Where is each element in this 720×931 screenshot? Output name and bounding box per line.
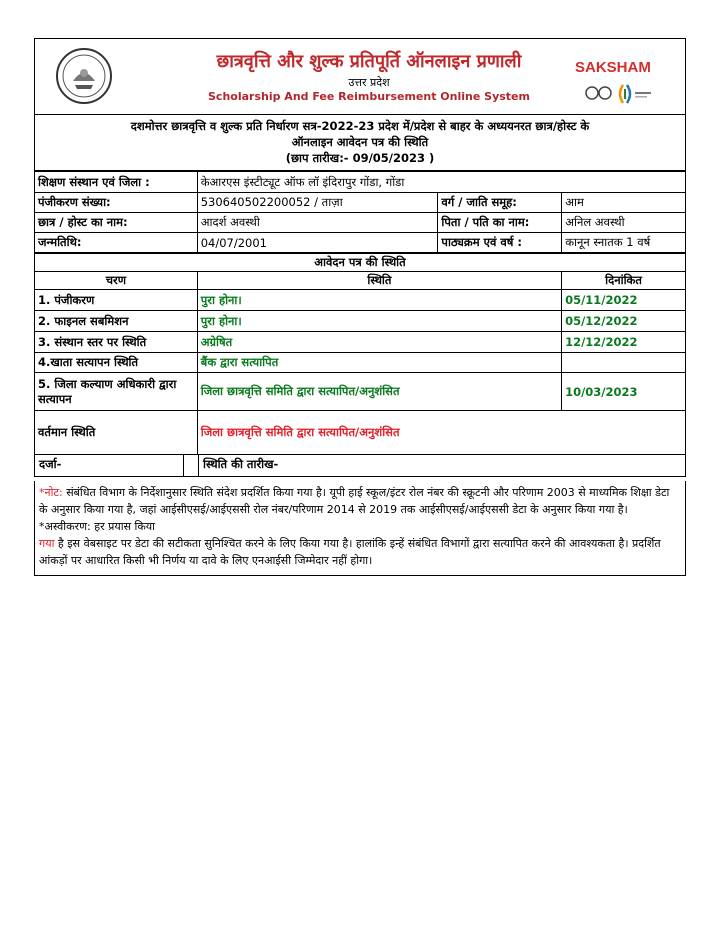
table-row <box>35 332 686 353</box>
student-name-label: छात्र / होस्ट का नाम: <box>35 213 198 233</box>
col-status: स्थिति <box>197 272 561 290</box>
current-status-value: जिला छात्रवृत्ति समिति द्वारा सत्यापित/अनुशंसित <box>197 411 685 455</box>
subtitle-line-1: दशमोत्तर छात्रवृत्ति व शुल्क प्रति निर्धारण सत्र-2022-23 प्रदेश में/प्रदेश से बाहर के अध्ययनरत छात्र/होस्ट के <box>130 119 590 133</box>
student-name-value: आदर्श अवस्थी <box>197 213 438 233</box>
stage-cell: 1. पंजीकरण <box>35 290 198 311</box>
current-status-row <box>35 411 686 455</box>
date-cell: 10/03/2023 <box>562 373 686 411</box>
status-cell: पुरा होना। <box>197 290 561 311</box>
status-date-label: स्थिति की तारीख- <box>203 457 279 471</box>
table-row <box>35 373 686 411</box>
note-red-word: गया <box>39 537 55 550</box>
note-text-1: संबंधित विभाग के निर्देशानुसार स्थिति संदेश प्रदर्शित किया गया है। यूपी हाई स्कूल/इंटर रोल नंबर की स्क्रूटनी और परिणाम 2003 से माध्यमिक शिक्षा डेटा के अनुसार किया गया है, जहां आईसीएसई/आईएससी रोल नंबर/परिणाम 2014 से 2019 तक आईसीएसई/आईएससी डेटा के अनुसार किया गया है। *अस्वीकरण: हर प्रयास किया <box>39 486 670 533</box>
student-details-table <box>34 171 686 253</box>
dob-value: 04/07/2001 <box>197 233 438 253</box>
stage-cell: 4.खाता सत्यापन स्थिति <box>35 353 198 373</box>
report-subtitle <box>34 115 686 171</box>
status-sheet <box>34 38 686 576</box>
father-name-value: अनिल अवस्थी <box>562 213 686 233</box>
institute-value: केआरएस इंस्टीट्यूट ऑफ लॉ इंदिरापुर गोंडा, गोंडा <box>197 172 685 193</box>
grade-label: दर्जा- <box>35 455 184 476</box>
status-header-row <box>35 272 686 290</box>
status-cell: अग्रेषित <box>197 332 561 353</box>
state-name: उत्तर प्रदेश <box>348 76 390 89</box>
institute-row <box>35 172 686 193</box>
page-header <box>34 38 686 115</box>
date-cell <box>562 353 686 373</box>
note-text-2: है इस वेबसाइट पर डेटा की सटीकता सुनिश्चित करने के लिए किया गया है। हालांकि इन्हें संबंधित विभागों द्वारा सत्यापित करने की आवश्यकता है। प्रदर्शित आंकड़ों पर आधारित किसी भी निर्णय या दावे के लिए एनआईसी जिम्मेदार नहीं होगा। <box>39 537 661 567</box>
date-cell: 05/11/2022 <box>562 290 686 311</box>
table-row <box>35 311 686 332</box>
registration-value: 530640502200052 / ताज़ा <box>197 193 438 213</box>
stage-cell: 2. फाइनल सबमिशन <box>35 311 198 332</box>
status-cell: जिला छात्रवृत्ति समिति द्वारा सत्यापित/अनुशंसित <box>197 373 561 411</box>
up-emblem-icon <box>55 47 113 105</box>
note-prefix: *नोट: <box>39 486 63 499</box>
table-row <box>35 290 686 311</box>
registration-row <box>35 193 686 213</box>
system-title-hindi: छात्रवृत्ति और शुल्क प्रतिपूर्ति ऑनलाइन प्रणाली <box>216 51 522 72</box>
grade-spacer <box>184 455 199 476</box>
subtitle-line-2: ऑनलाइन आवेदन पत्र की स्थिति <box>291 135 429 149</box>
grade-row <box>34 455 686 477</box>
category-label: वर्ग / जाति समूह: <box>438 193 562 213</box>
system-title-english: Scholarship And Fee Reimbursement Online System <box>208 90 530 103</box>
date-cell: 05/12/2022 <box>562 311 686 332</box>
disclaimer-note <box>34 481 686 576</box>
print-date: (छाप तारीख:- 09/05/2023 ) <box>285 151 435 165</box>
course-label: पाठ्यक्रम एवं वर्ष : <box>438 233 562 253</box>
dob-label: जन्मतिथि: <box>35 233 198 253</box>
dob-row <box>35 233 686 253</box>
stage-cell: 5. जिला कल्याण अधिकारी द्वारा सत्यापन <box>35 373 198 411</box>
digital-india-logo-icon <box>583 81 653 107</box>
status-cell: पुरा होना। <box>197 311 561 332</box>
table-row <box>35 353 686 373</box>
course-value: कानून स्नातक 1 वर्ष <box>562 233 686 253</box>
col-stage: चरण <box>35 272 198 290</box>
institute-label: शिक्षण संस्थान एवं जिला : <box>35 172 198 193</box>
stage-cell: 3. संस्थान स्तर पर स्थिति <box>35 332 198 353</box>
col-date: दिनांकित <box>562 272 686 290</box>
name-row <box>35 213 686 233</box>
father-name-label: पिता / पति का नाम: <box>438 213 562 233</box>
date-cell: 12/12/2022 <box>562 332 686 353</box>
status-section-title: आवेदन पत्र की स्थिति <box>35 254 686 272</box>
current-status-label: वर्तमान स्थिति <box>35 411 198 455</box>
category-value: आम <box>562 193 686 213</box>
application-status-table <box>34 253 686 455</box>
saksham-logo: SAKSHAM <box>575 59 651 76</box>
status-cell: बैंक द्वारा सत्यापित <box>197 353 561 373</box>
registration-label: पंजीकरण संख्या: <box>35 193 198 213</box>
